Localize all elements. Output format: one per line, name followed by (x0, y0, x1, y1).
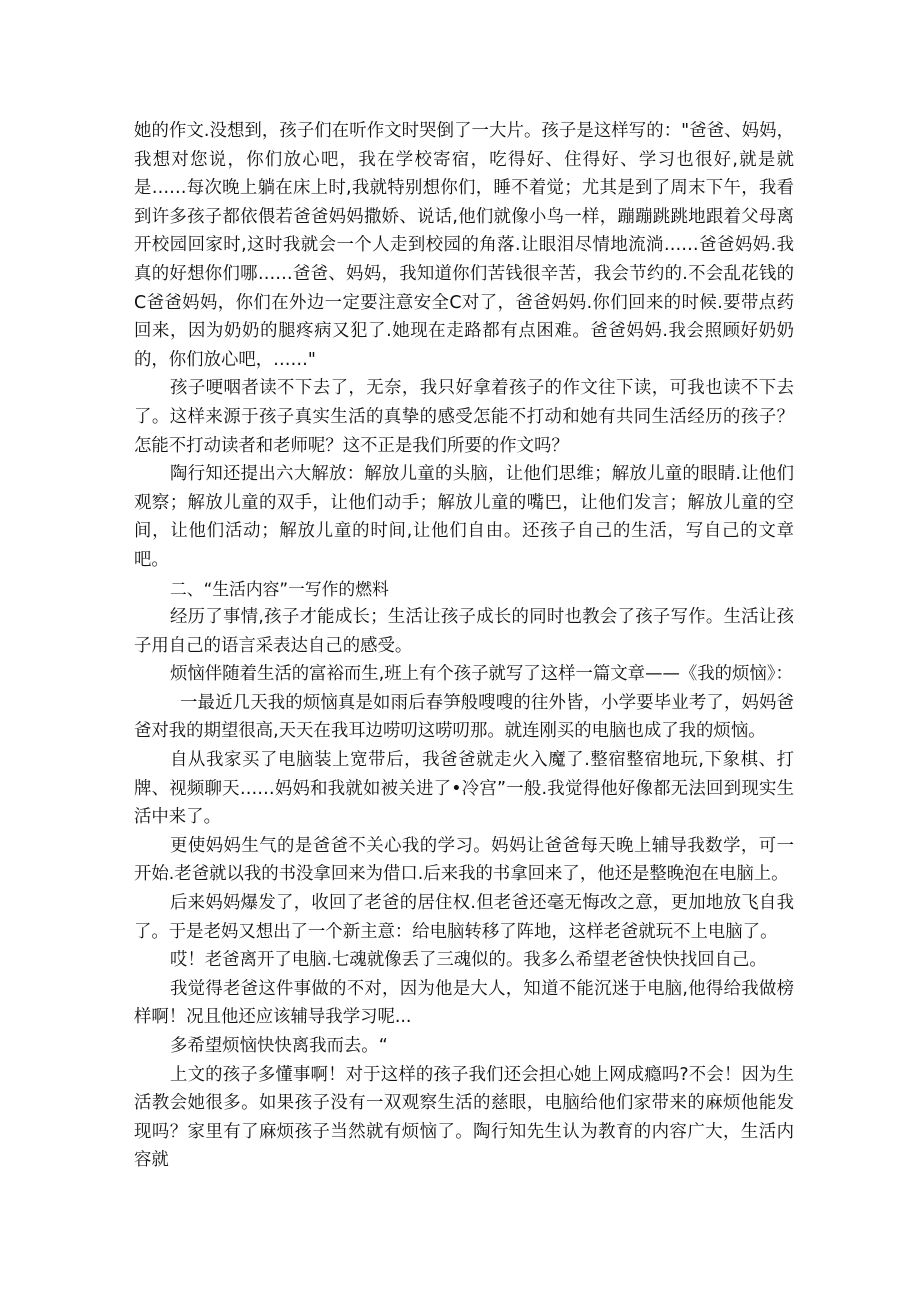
paragraph-essay-worries-7: 多希望烦恼快快离我而去。“ (170, 1036, 388, 1056)
paragraph-essay-worries-6: 我觉得老爸这件事做的不对，因为他是大人，知道不能沉迷于电脑,他得给我做榜样啊！况且他还应该辅导我学习呢... (134, 978, 794, 1028)
paragraph-essay-worries-2: 自从我家买了电脑装上宽带后，我爸爸就走火入魔了.整宿整宿地玩,下象棋、打牌、视频聊天……妈妈和我就如被关进了•冷宫”一般.我觉得他好像都无法回到现实生活中来了。 (134, 750, 794, 828)
paragraph-six-liberations: 陶行知还提出六大解放：解放儿童的头脑，让他们思维；解放儿童的眼睛.让他们观察；解放儿童的双手，让他们动手；解放儿童的嘴巴，让他们发言；解放儿童的空间，让他们活动；解放儿童的时间,让他们自由。还孩子自己的生活，写自己的文章吧。 (134, 464, 794, 570)
section-heading-life-content: 二、“生活内容”一写作的燃料 (170, 578, 389, 599)
paragraph-essay-worries-5: 哎！老爸离开了电脑.七魂就像丢了三魂似的。我多么希望老爸快快找回自己。 (170, 950, 767, 971)
document-body (134, 117, 794, 1175)
paragraph-essay-quote: 她的作文.没想到，孩子们在听作文时哭倒了一大片。孩子是这样写的："爸爸、妈妈，我想对您说，你们放心吧，我在学校寄宿，吃得好、住得好、学习也很好,就是就是……每次晚上躺在床上时,我就特别想你们，睡不着觉；尤其是到了周末下午，我看到许多孩子都依偎若爸爸妈妈撒娇、说话,他们就像小鸟一样，蹦蹦跳跳地跟着父母离开校园回家时,这时我就会一个人走到校园的角落.让眼泪尽情地流淌……爸爸妈妈.我真的好想你们哪……爸爸、妈妈，我知道你们苦钱很辛苦，我会节约的.不会乱花钱的C爸爸妈妈，你们在外边一定要注意安全C对了，爸爸妈妈.你们回来的时候.要带点药回来，因为奶奶的腿疼病又犯了.她现在走路都有点困难。爸爸妈妈.我会照顾好奶奶的，你们放心吧，……" (134, 121, 794, 370)
paragraph-essay-worries-1: 一最近几天我的烦恼真是如雨后春笋般嗖嗖的往外皆，小学要毕业考了，妈妈爸爸对我的期望很高,天天在我耳边唠叨这唠叨那。就连刚买的电脑也成了我的烦恼。 (134, 692, 794, 742)
paragraph-essay-worries-3: 更使妈妈生气的是爸爸不关心我的学习。妈妈让爸爸每天晚上辅导我数学，可一开始.老爸就以我的书没拿回来为借口.后来我的书拿回来了，他还是整晚泡在电脑上。 (134, 835, 794, 885)
paragraph-worries-intro: 烦恼伴随着生活的富裕而生,班上有个孩子就写了这样一篇文章——《我的烦恼》： (170, 664, 793, 685)
paragraph-commentary: 上文的孩子多懂事啊！对于这样的孩子我们还会担心她上网成瘾吗?不会！因为生活教会她很多。如果孩子没有一双观察生活的慈眼，电脑给他们家带来的麻烦他能发现吗？家里有了麻烦孩子当然就有烦恼了。陶行知先生认为教育的内容广大，生活内容就 (134, 1064, 794, 1171)
paragraph-experience-growth: 经历了事情,孩子才能成长；生活让孩子成长的同时也教会了孩子写作。生活让孩子用自己的语言采表达自己的感受。 (134, 607, 794, 656)
paragraph-essay-worries-4: 后来妈妈爆发了，收回了老爸的居住权.但老爸还毫无悔改之意，更加地放飞自我了。于是老妈又想出了一个新主意：给电脑转移了阵地，这样老爸就玩不上电脑了。 (134, 893, 794, 942)
paragraph-reading-reaction: 孩子哽咽者读不下去了，无奈，我只好拿着孩子的作文往下读，可我也读不下去了。这样来源于孩子真实生活的真挚的感受怎能不打动和她有共同生活经历的孩子？怎能不打动读者和老师呢？这不正是我们所要的作文吗？ (134, 378, 794, 456)
